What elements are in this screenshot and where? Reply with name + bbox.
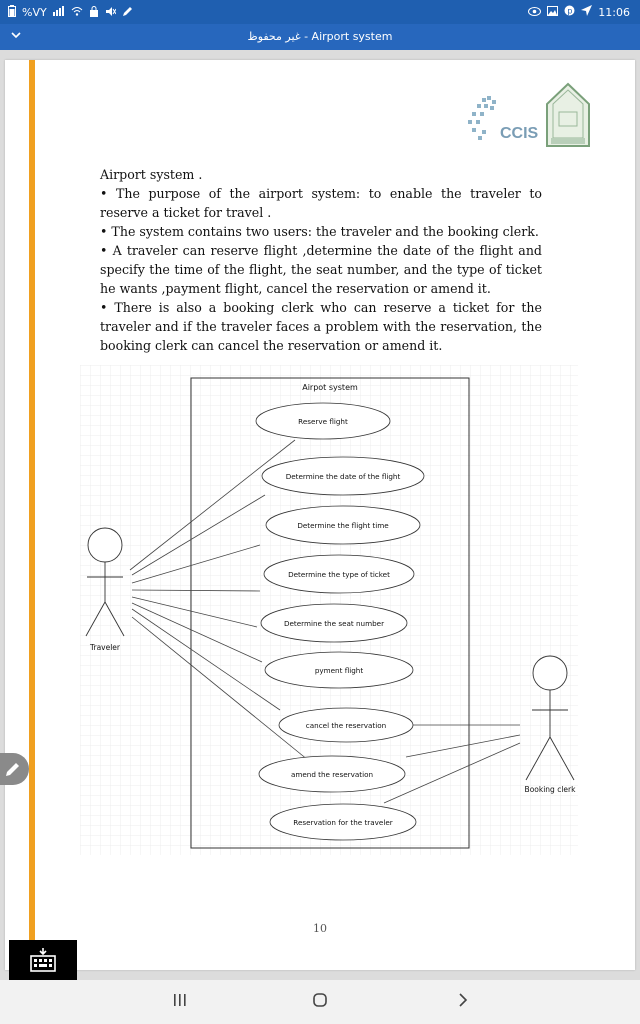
pinterest-icon: [564, 5, 575, 19]
keyboard-icon: [29, 946, 57, 978]
svg-text:Reservation for the traveler: Reservation for the traveler: [293, 818, 393, 827]
wifi-icon: [71, 6, 83, 19]
document-page: [5, 60, 635, 970]
paragraph-clerk: • There is also a booking clerk who can reserve a ticket for the traveler and if the traveler faces a problem with the reservation, the booking clerk can cancel the reservation or amend it.: [100, 300, 542, 353]
mute-icon: [105, 6, 116, 20]
pencil-icon: [4, 760, 22, 782]
use-case-diagram: [80, 365, 578, 855]
paragraph-purpose: • The purpose of the airport system: to enable the traveler to reserve a ticket for travel .: [100, 186, 542, 220]
eye-icon: [528, 6, 541, 19]
usecase-determine-seat: [261, 604, 407, 642]
document-heading: Airport system .: [100, 167, 203, 182]
status-right: [528, 5, 630, 19]
status-left: [8, 5, 133, 20]
actor-traveler-label: Traveler: [90, 643, 120, 652]
svg-text:cancel the reservation: cancel the reservation: [305, 721, 387, 730]
image-icon: [547, 6, 558, 19]
lock-icon: [89, 6, 99, 20]
usecase-determine-date: [262, 457, 424, 495]
ccis-logo: [460, 90, 540, 150]
svg-text:CCIS: CCIS: [500, 125, 539, 142]
svg-text:Determine the seat number: Determine the seat number: [283, 619, 385, 628]
system-title: Airpot system: [302, 383, 358, 392]
clock-time: 11:06: [598, 5, 630, 19]
battery-percent: %VY: [22, 6, 47, 19]
usecase-determine-time: [266, 506, 420, 544]
page-number: 10: [313, 922, 327, 935]
paragraph-users: • The system contains two users: the traveler and the booking clerk.: [100, 224, 539, 239]
usecase-payment-flight: [265, 652, 413, 688]
document-viewer[interactable]: [0, 50, 640, 980]
signal-icon: [53, 6, 65, 19]
keyboard-toggle-button[interactable]: [9, 940, 77, 980]
back-icon[interactable]: [455, 992, 471, 1013]
navigation-bar: [0, 980, 640, 1024]
document-title: غير محفوظ - Airport system: [247, 30, 393, 43]
recent-apps-icon[interactable]: [172, 992, 188, 1013]
usecase-determine-type: [264, 555, 414, 593]
svg-text:Determine the date of the flig: Determine the date of the flight: [285, 472, 401, 481]
edit-status-icon: [122, 6, 133, 20]
svg-text:amend the reservation: amend the reservation: [290, 770, 374, 779]
navigation-icon: [581, 5, 592, 19]
svg-text:Determine the type of ticket: Determine the type of ticket: [288, 570, 390, 579]
paragraph-traveler: • A traveler can reserve flight ,determine the date of the flight and specify the time of the flight, the seat number, and the type of ticket he wants ,payment flight, cancel the reservation or amend it.: [100, 243, 542, 296]
home-icon[interactable]: [312, 992, 328, 1013]
actor-clerk-label: Booking clerk: [524, 785, 576, 794]
svg-text:Reserve flight: Reserve flight: [298, 417, 348, 426]
document-text: [100, 165, 542, 355]
usecase-amend-reservation: [259, 756, 405, 792]
svg-text:Determine the flight time: Determine the flight time: [297, 521, 389, 530]
title-bar: [0, 24, 640, 50]
svg-text:pyment flight: pyment flight: [314, 666, 364, 675]
svg-text:p: p: [567, 6, 573, 16]
university-seal-logo: [543, 82, 593, 150]
page-accent-bar: [29, 60, 35, 970]
status-bar: [0, 0, 640, 24]
usecase-cancel-reservation: [279, 708, 413, 742]
usecase-reserve-flight: [256, 403, 390, 439]
usecase-reservation-for-traveler: [270, 804, 416, 840]
battery-icon: [8, 5, 16, 20]
